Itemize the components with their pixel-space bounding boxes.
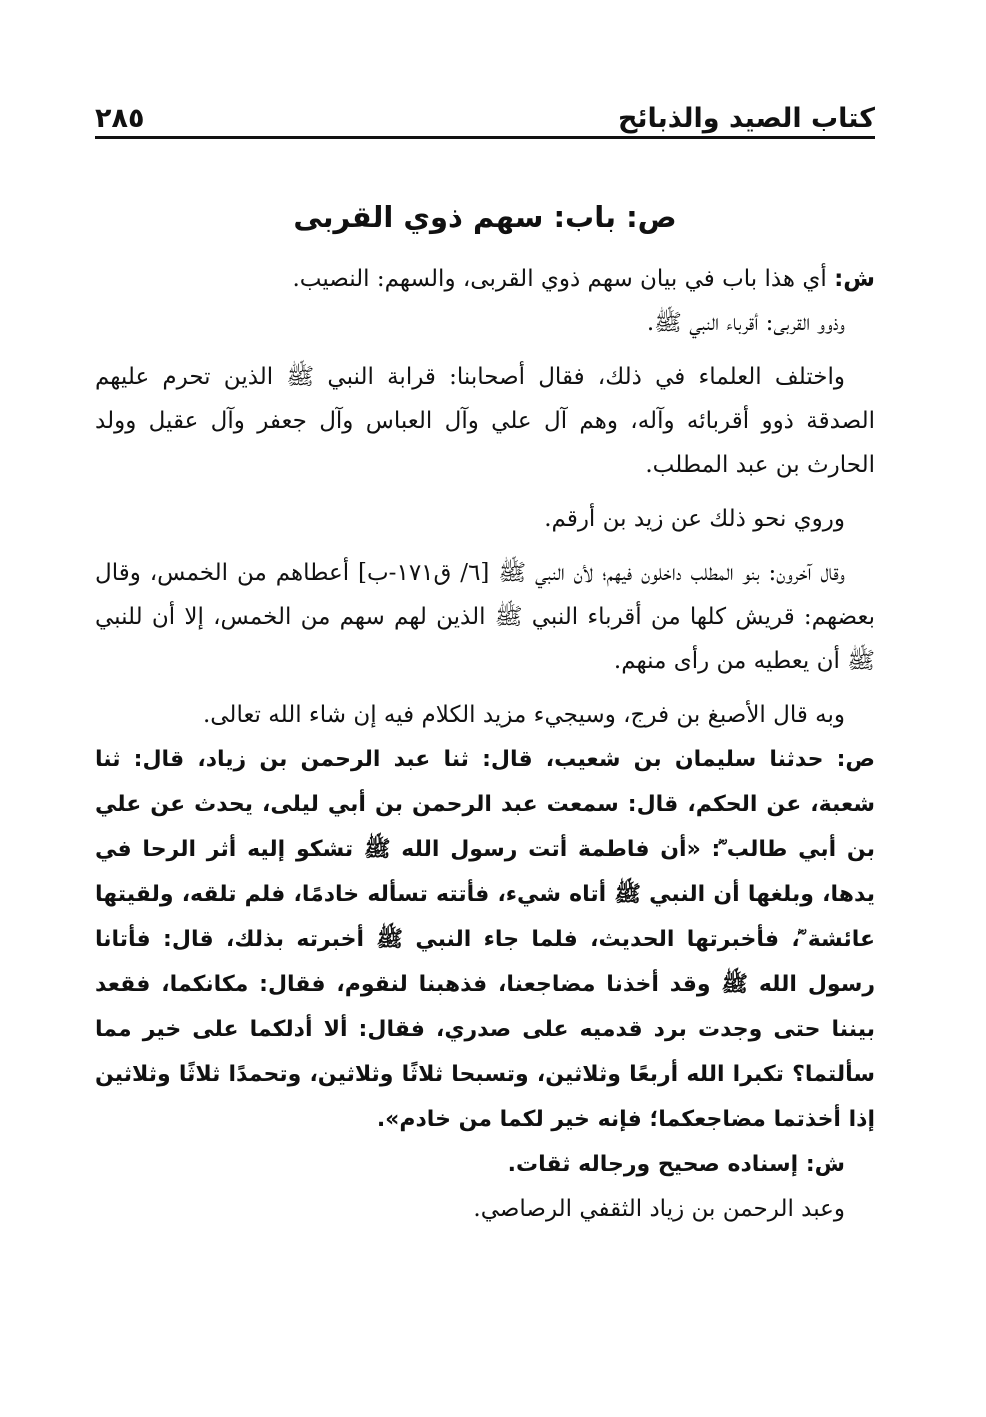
- paragraph-narrator-note: [95, 1187, 875, 1231]
- paragraph-text: وبه قال الأصبغ بن فرج، وسيجيء مزيد الكلام فيه إن شاء الله تعالى.: [202, 701, 845, 728]
- paragraph-sharh-intro: [95, 257, 875, 301]
- paragraph-isnad-grading: [95, 1142, 875, 1187]
- body-text: [95, 257, 875, 1231]
- paragraph-hadith-text: [95, 737, 875, 1142]
- sharh-label: ش:: [834, 265, 875, 292]
- section-heading: ص: باب: سهم ذوي القربى: [293, 200, 677, 234]
- paragraph-text: أي هذا باب في بيان سهم ذوي القربى، والسهم: النصيب.: [292, 265, 835, 292]
- paragraph-scholars-opinion: [95, 355, 875, 487]
- paragraph-asbagh: [95, 693, 875, 737]
- paragraph-others-opinion: [95, 551, 875, 683]
- page-header: [95, 80, 875, 139]
- paragraph-text: حدثنا سليمان بن شعيب، قال: ثنا عبد الرحمن بن زياد، قال: ثنا شعبة، عن الحكم، قال: سمعت عبد الرحمن بن أبي ليلى، يحدث عن علي بن أبي طالب ؓ: «أن فاطمة أتت رسول الله ﷺ تشكو إليه أثر الرحا في يدها، وبلغها أن النبي ﷺ أتاه شيء، فأتته تسأله خادمًا، فلم تلقه، ولقيتها عائشة ؓ، فأخبرتها الحديث، فلما جاء النبي ﷺ أخبرته بذلك، قال: فأتانا رسول الله ﷺ وقد أخذنا مضاجعنا، فذهبنا لنقوم، فقال: مكانكما، فقعد بيننا حتى وجدت برد قدميه على صدري، فقال: ألا أدلكما على خير مما سألتما؟ تكبرا الله أربعًا وثلاثين، وتسبحا ثلاثًا وثلاثين، وتحمدًا ثلاثًا وثلاثين إذا أخذتما مضاجعكما؛ فإنه خير لكما من خادم».: [95, 746, 875, 1132]
- sharh-label: ش:: [805, 1151, 845, 1177]
- document-page: [95, 80, 875, 1231]
- paragraph-text: وذوو القربى: أقرباء النبي ﷺ.: [646, 309, 845, 336]
- running-title: كتاب الصيد والذبائح: [617, 103, 875, 134]
- paragraph-text: وعبد الرحمن بن زياد الثقفي الرصاصي.: [473, 1195, 845, 1222]
- paragraph-definition: [95, 301, 875, 345]
- matn-label: ص:: [836, 746, 875, 772]
- paragraph-text: إسناده صحيح ورجاله ثقات.: [507, 1151, 806, 1177]
- page-number: ٢٨٥: [95, 103, 145, 134]
- paragraph-text: وقال آخرون: بنو المطلب داخلون فيهم؛ لأن النبي ﷺ [٦/ ق١٧١-ب] أعطاهم من الخمس، وقال بعضهم: قريش كلها من أقرباء النبي ﷺ الذين لهم سهم من الخمس، إلا أن للنبي ﷺ أن يعطيه من رأى منهم.: [95, 559, 875, 674]
- paragraph-zayd-narration: [95, 497, 875, 541]
- paragraph-text: واختلف العلماء في ذلك، فقال أصحابنا: قرابة النبي ﷺ الذين تحرم عليهم الصدقة ذوو أقربائه وآله، وهم آل علي وآل العباس وآل جعفر وآل عقيل وولد الحارث بن عبد المطلب.: [95, 363, 875, 478]
- paragraph-text: وروي نحو ذلك عن زيد بن أرقم.: [544, 505, 845, 532]
